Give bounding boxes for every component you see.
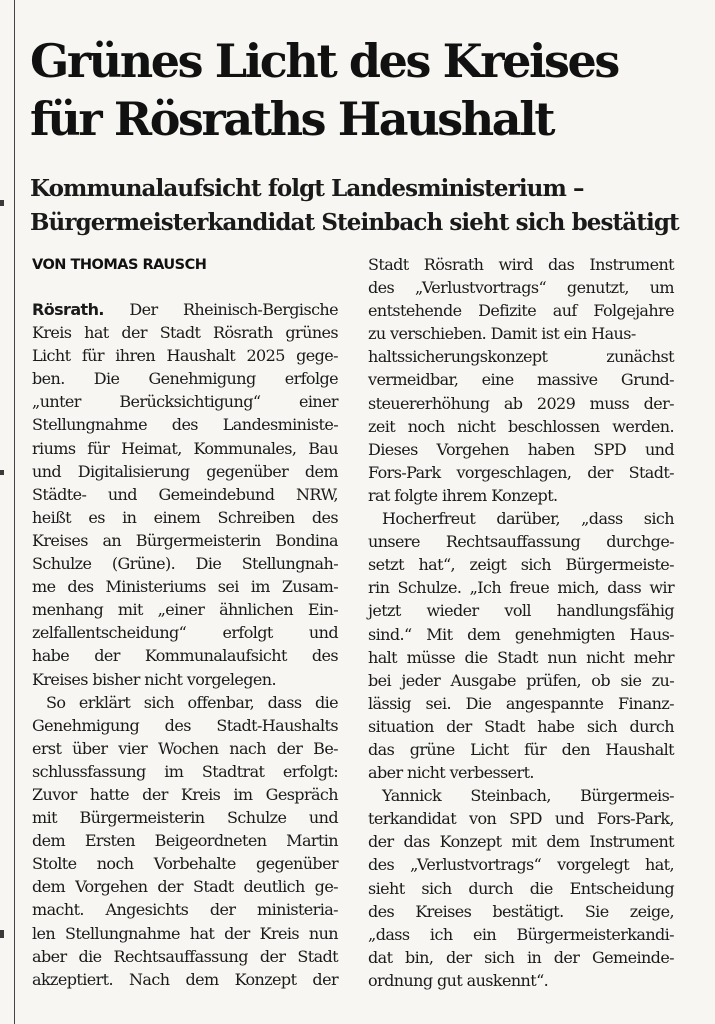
text-line: des „Verlustvortrags“ vorgelegt hat, bbox=[368, 855, 674, 875]
text-line: me des Ministeriums sei im Zusam- bbox=[32, 577, 338, 597]
text-line: rat folgte ihrem Konzept. bbox=[368, 485, 558, 505]
headline-line: für Rösraths Haushalt bbox=[30, 92, 554, 146]
text-line: Fors-Park vorgeschlagen, der Stadt- bbox=[368, 462, 674, 482]
edge-mark bbox=[0, 470, 4, 475]
dateline: Rösrath. bbox=[32, 300, 104, 319]
text-line: Schulze (Grüne). Die Stellungnah- bbox=[32, 554, 338, 574]
text-line: zeit noch nicht beschlossen werden. bbox=[368, 416, 674, 436]
text-line: dem Ersten Beigeordneten Martin bbox=[32, 831, 338, 851]
text-line: des Kreises bestätigt. Sie zeige, bbox=[368, 901, 674, 921]
text-line: macht. Angesichts der ministeria- bbox=[32, 900, 338, 920]
text-line: sieht sich durch die Entscheidung bbox=[368, 878, 674, 898]
subhead-line: Kommunalaufsicht folgt Landesministerium – bbox=[30, 175, 584, 202]
text-line: heißt es in einem Schreiben des bbox=[32, 507, 338, 527]
text-line: schlussfassung im Stadtrat erfolgt: bbox=[32, 761, 338, 781]
text-line: „dass ich ein Bürgermeisterkandi- bbox=[368, 924, 674, 944]
text-line: halt müsse die Stadt nun nicht mehr bbox=[368, 647, 674, 667]
text-line: ordnung gut auskennt“. bbox=[368, 970, 549, 990]
text-line: terkandidat von SPD und Fors-Park, bbox=[368, 809, 674, 829]
text-line: bei jeder Ausgabe prüfen, ob sie zu- bbox=[368, 670, 674, 690]
text-line: lässig sei. Die angespannte Finanz- bbox=[368, 693, 674, 713]
text-line: Stadt Rösrath wird das Instrument bbox=[368, 255, 674, 274]
text-line: Yannick Steinbach, Bürgermeis- bbox=[382, 786, 674, 806]
text-line: zelfallentscheidung“ erfolgt und bbox=[32, 623, 338, 643]
text-line: akzeptiert. Nach dem Konzept der bbox=[32, 969, 338, 989]
text-line: Kreis hat der Stadt Rösrath grünes bbox=[32, 323, 338, 343]
article-column-left bbox=[32, 298, 338, 991]
text-line: Genehmigung des Stadt-Haushalts bbox=[32, 715, 338, 735]
text-line: Dieses Vorgehen haben SPD und bbox=[368, 439, 674, 459]
byline: VON THOMAS RAUSCH bbox=[32, 257, 207, 273]
text-line: ben. Die Genehmigung erfolge bbox=[32, 369, 338, 389]
text-line: unsere Rechtsauffassung durchge- bbox=[368, 532, 674, 552]
edge-mark bbox=[0, 930, 4, 938]
text-line: Kreises an Bürgermeisterin Bondina bbox=[32, 530, 338, 550]
headline-line: Grünes Licht des Kreises bbox=[30, 34, 618, 88]
text-line: steuererhöhung ab 2029 muss der- bbox=[368, 393, 674, 413]
text-line: Stellungnahme des Landesministe- bbox=[32, 415, 338, 435]
subheadline bbox=[30, 172, 710, 240]
text-line: das grüne Licht für den Haushalt bbox=[368, 739, 674, 759]
text-line: haltssicherungskonzept zunächst bbox=[368, 347, 674, 367]
text-line: „unter Berücksichtigung“ einer bbox=[32, 392, 338, 412]
text-line: aber die Rechtsauffassung der Stadt bbox=[32, 946, 338, 966]
text-line: der das Konzept mit dem Instrument bbox=[368, 832, 674, 852]
text-line: dem Vorgehen der Stadt deutlich ge- bbox=[32, 877, 338, 897]
text-line: sind.“ Mit dem genehmigten Haus- bbox=[368, 624, 674, 644]
column-rule bbox=[14, 0, 15, 1024]
text-line: habe der Kommunalaufsicht des bbox=[32, 646, 338, 666]
text-line: Licht für ihren Haushalt 2025 gege- bbox=[32, 346, 338, 366]
subhead-line: Bürgermeisterkandidat Steinbach sieht sich bestätigt bbox=[30, 209, 679, 236]
text-line: rin Schulze. „Ich freue mich, dass wir bbox=[368, 578, 674, 598]
text-line-body: Der Rheinisch-Bergische bbox=[129, 300, 338, 319]
text-line: des „Verlustvortrags“ genutzt, um bbox=[368, 278, 674, 298]
text-line: und Digitalisierung gegenüber dem bbox=[32, 461, 338, 481]
text-line: len Stellungnahme hat der Kreis nun bbox=[32, 923, 338, 943]
text-line: riums für Heimat, Kommunales, Bau bbox=[32, 438, 338, 458]
text-line: vermeidbar, eine massive Grund- bbox=[368, 370, 674, 390]
text-line: Stolte noch Vorbehalte gegenüber bbox=[32, 854, 338, 874]
text-line: Zuvor hatte der Kreis im Gespräch bbox=[32, 784, 338, 804]
text-line: mit Bürgermeisterin Schulze und bbox=[32, 808, 338, 828]
text-line: setzt hat“, zeigt sich Bürgermeiste- bbox=[368, 555, 674, 575]
text-line: aber nicht verbessert. bbox=[368, 763, 534, 783]
text-line: dat bin, der sich in der Gemeinde- bbox=[368, 947, 674, 967]
text-line: jetzt wieder voll handlungsfähig bbox=[368, 601, 674, 621]
text-line: menhang mit „einer ähnlichen Ein- bbox=[32, 600, 338, 620]
text-line: Hocherfreut darüber, „dass sich bbox=[382, 509, 674, 529]
text-line: Städte- und Gemeindebund NRW, bbox=[32, 484, 338, 504]
text-line: So erklärt sich offenbar, dass die bbox=[46, 692, 338, 712]
text-line: entstehende Defizite auf Folgejahre bbox=[368, 301, 674, 321]
text-line: situation der Stadt habe sich durch bbox=[368, 716, 674, 736]
headline bbox=[30, 32, 700, 148]
text-line bbox=[32, 298, 338, 321]
text-line: erst über vier Wochen nach der Be- bbox=[32, 738, 338, 758]
text-line: zu verschieben. Damit ist ein Haus- bbox=[368, 324, 636, 344]
article-column-right bbox=[368, 253, 674, 992]
text-line: Kreises bisher nicht vorgelegen. bbox=[32, 669, 276, 689]
edge-mark bbox=[0, 200, 4, 206]
